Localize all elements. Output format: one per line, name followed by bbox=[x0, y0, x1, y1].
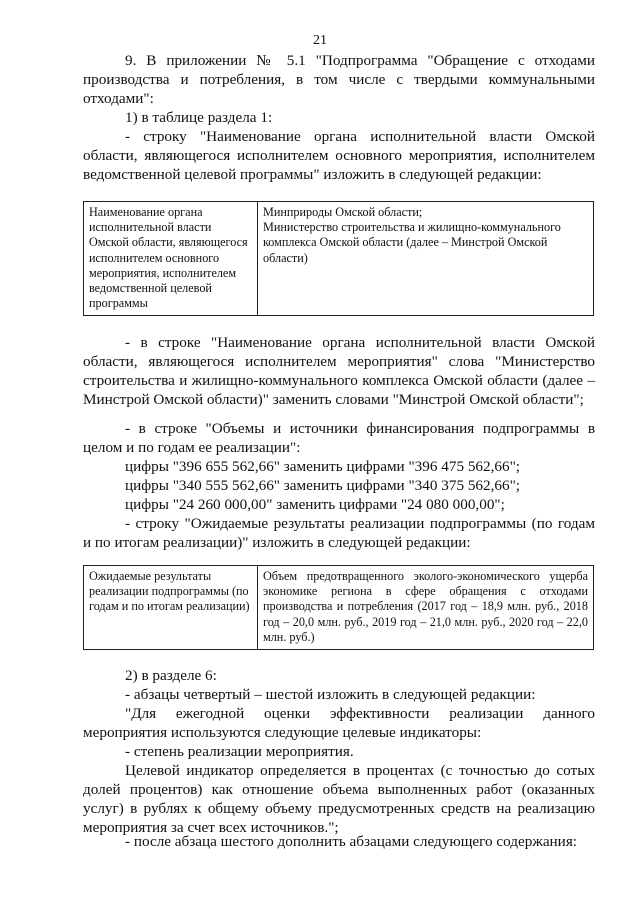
figures-replacement-1: цифры "396 655 562,66" заменить цифрами "396 475 562,66"; bbox=[125, 458, 521, 475]
quote-target-indicators: "Для ежегодной оценки эффективности реализации данного мероприятия используются следующие целевые индикаторы: bbox=[83, 705, 595, 741]
subitem-2-section-6: 2) в разделе 6: bbox=[125, 667, 217, 684]
replace-row-expected-results: - строку "Ожидаемые результаты реализации подпрограммы (по годам и по итогам реализации)" изложить в следующей редакции: bbox=[83, 515, 595, 551]
replace-row-responsible-body: - строку "Наименование органа исполнительной власти Омской области, являющегося исполнителем основного мероприятия, исполнителем ведомственной целевой программы" изложить в следующей редакции: bbox=[83, 128, 595, 183]
table-responsible-body bbox=[83, 201, 594, 316]
funding-row-instruction: - в строке "Объемы и источники финансирования подпрограммы в целом и по годам ее реализации": bbox=[83, 420, 595, 456]
table1-value-line-1: Минприроды Омской области; bbox=[263, 205, 423, 219]
page-number: 21 bbox=[313, 33, 327, 48]
paragraphs-4-6-instruction: - абзацы четвертый – шестой изложить в следующей редакции: bbox=[125, 686, 536, 703]
add-paragraphs-instruction: - после абзаца шестого дополнить абзацами следующего содержания: bbox=[125, 833, 578, 850]
table-row bbox=[84, 566, 594, 650]
table2-value-cell: Объем предотвращенного эколого-экономического ущерба экономике региона в сфере обращения с отходами производства и потребления (2017 год – 18,9 млн. руб., 2018 год – 20,0 млн. руб., 2019 год – 21,0 млн. руб., 2020 год – 22,0 млн. руб.) bbox=[258, 566, 594, 650]
replace-words-executor: - в строке "Наименование органа исполнительной власти Омской области, являющегося исполнителем мероприятия" слова "Министерство строительства и жилищно-коммунального комплекса Омской области (далее – Минстрой Омской области)" заменить словами "Минстрой Омской области"; bbox=[83, 334, 595, 408]
table1-value-line-2: Министерство строительства и жилищно-коммунального комплекса Омской области (далее – Минстрой Омской области) bbox=[263, 220, 561, 265]
indicator-item: - степень реализации мероприятия. bbox=[125, 743, 354, 760]
subitem-1-table-section-1: 1) в таблице раздела 1: bbox=[125, 109, 273, 126]
table-expected-results bbox=[83, 565, 594, 650]
indicator-definition: Целевой индикатор определяется в процентах (с точностью до сотых долей процентов) как отношение объема выполненных работ (оказанных услуг) в рублях к общему объему предусмотренных средств на реализацию мероприятия за счет всех источников."; bbox=[83, 762, 595, 836]
amendment-item-9: 9. В приложении № 5.1 "Подпрограмма "Обращение с отходами производства и потребления, в том числе с твердыми коммунальными отходами": bbox=[83, 52, 595, 107]
figures-replacement-2: цифры "340 555 562,66" заменить цифрами "340 375 562,66"; bbox=[125, 477, 521, 494]
figures-replacement-3: цифры "24 260 000,00" заменить цифрами "24 080 000,00"; bbox=[125, 496, 505, 513]
table1-label-cell: Наименование органа исполнительной власти Омской области, являющегося исполнителем основного мероприятия, исполнителем ведомственной целевой программы bbox=[84, 202, 258, 316]
table2-label-cell: Ожидаемые результаты реализации подпрограммы (по годам и по итогам реализации) bbox=[84, 566, 258, 650]
table1-value-cell bbox=[258, 202, 594, 316]
table-row bbox=[84, 202, 594, 316]
